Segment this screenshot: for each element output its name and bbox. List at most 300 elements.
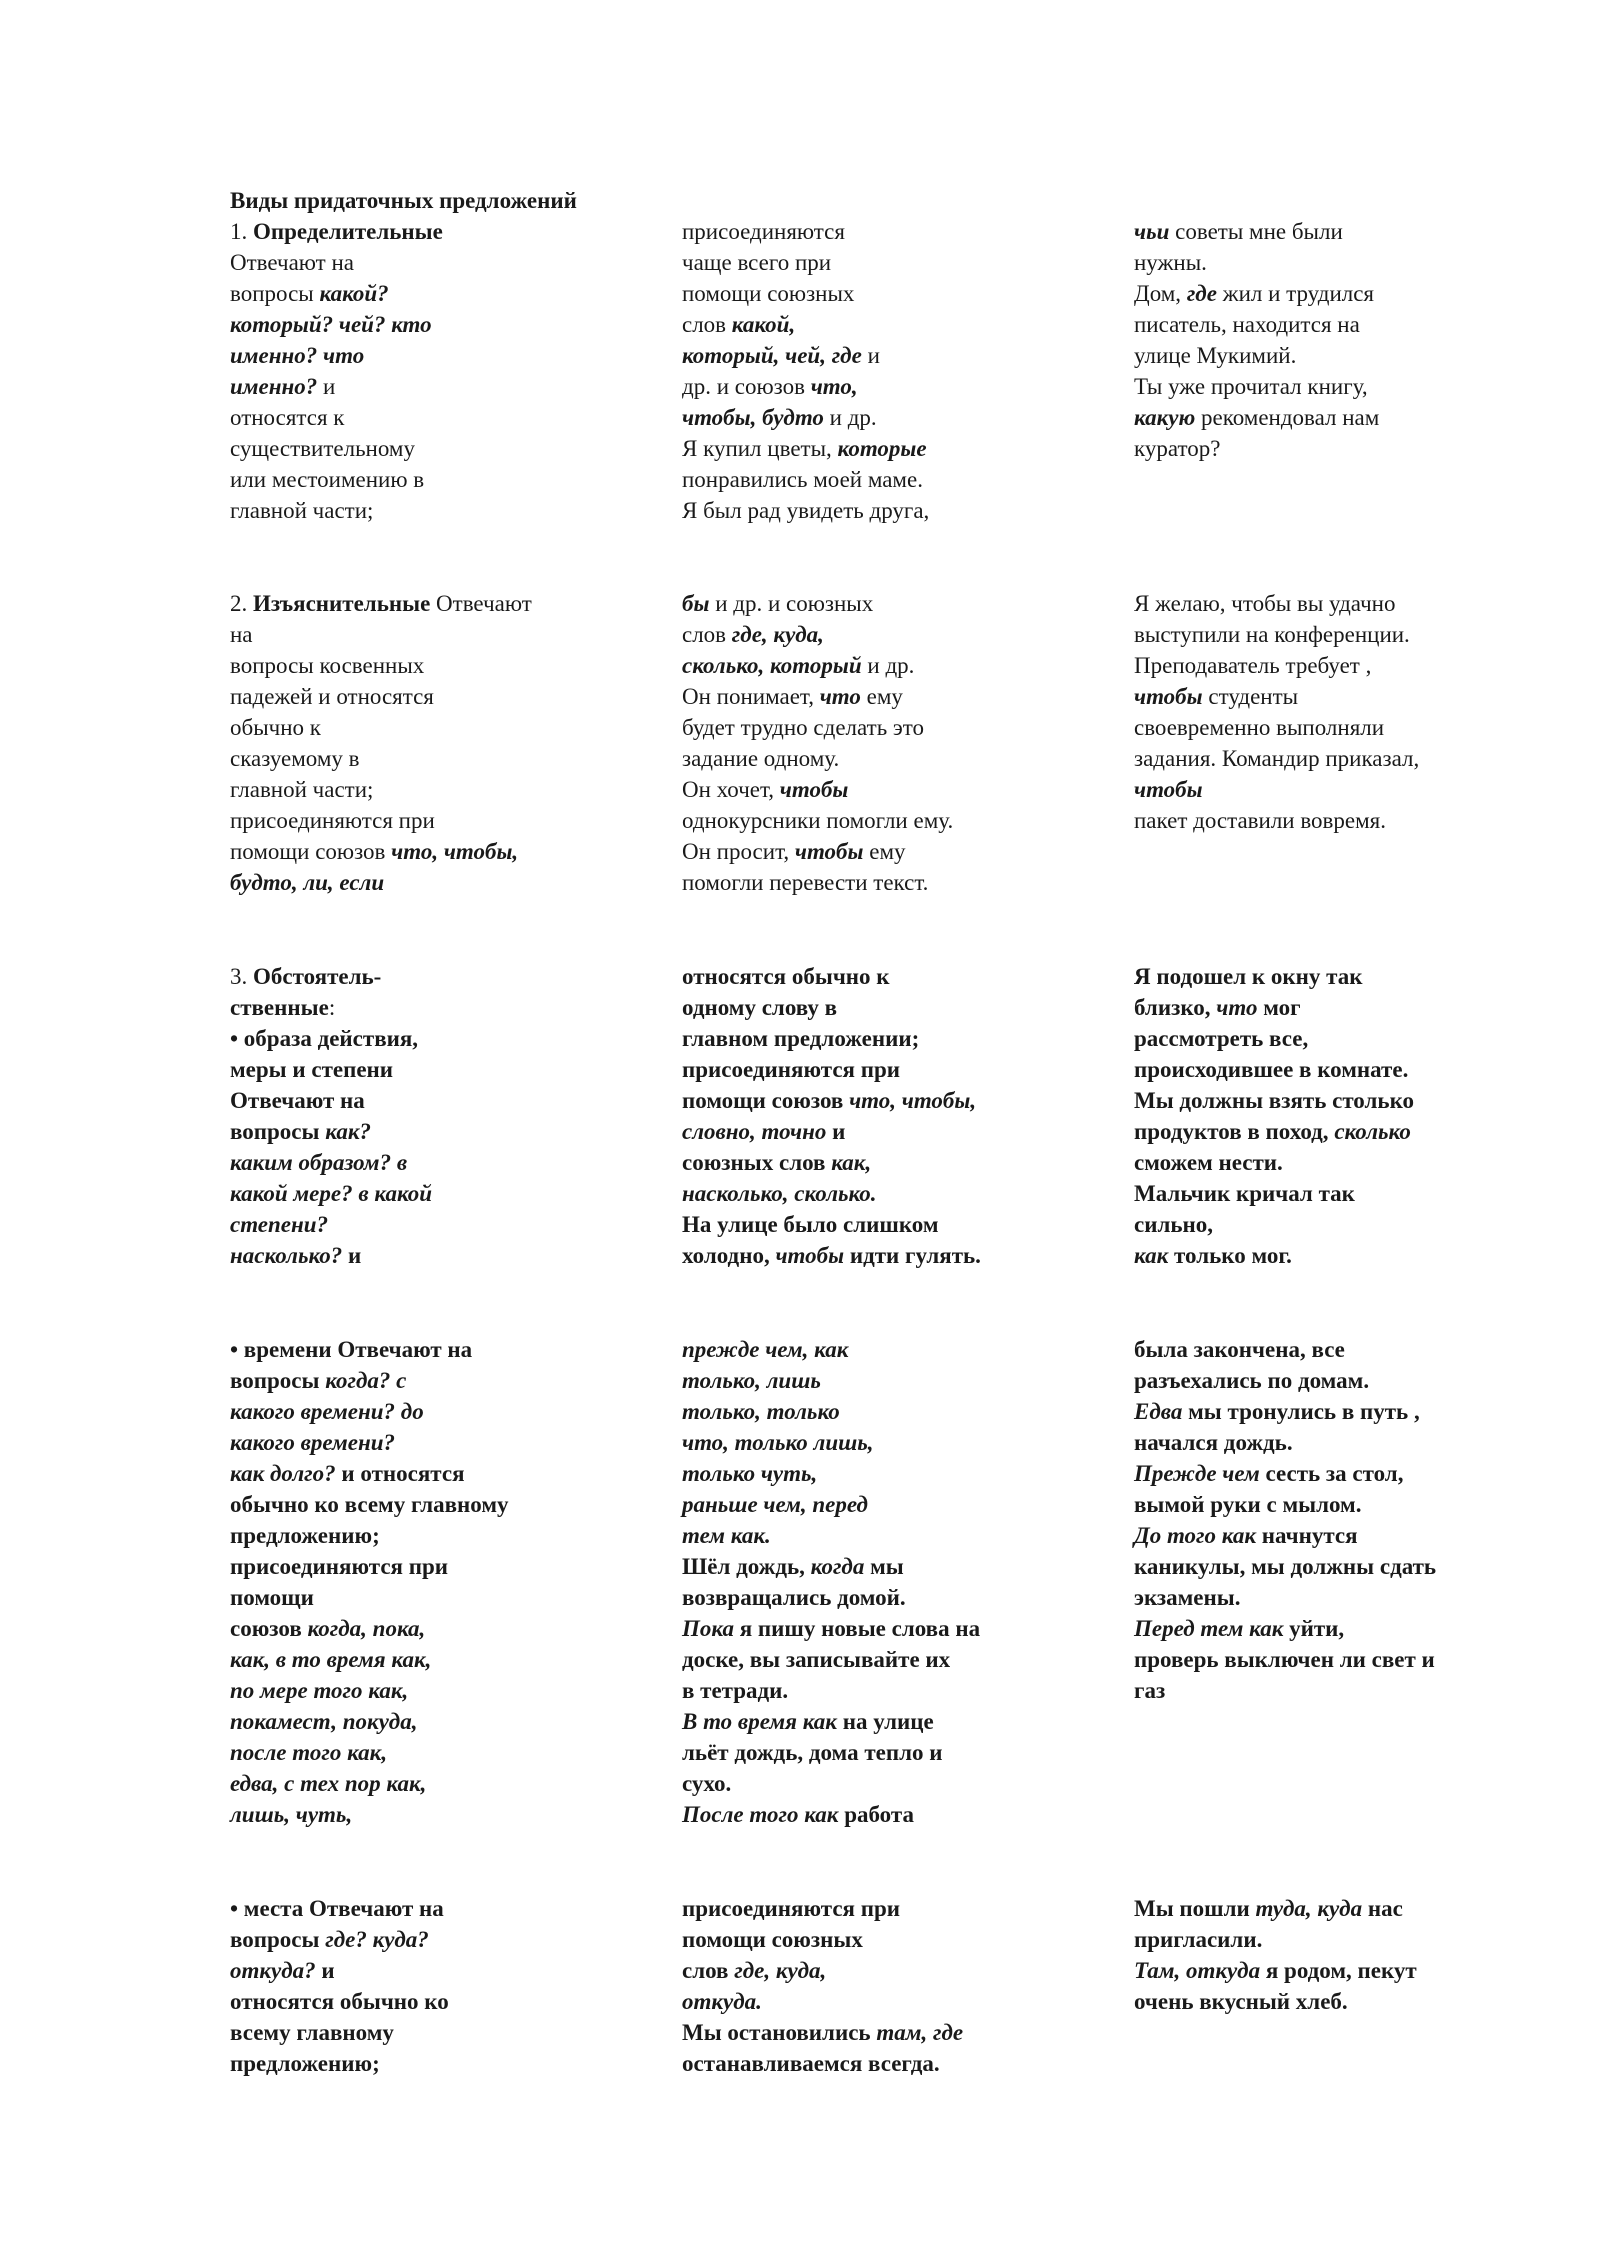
text-segment: прежде чем, как bbox=[682, 1337, 849, 1362]
text-line bbox=[1134, 961, 1414, 992]
text-line bbox=[682, 1116, 981, 1147]
text-segment: в тетради. bbox=[682, 1678, 789, 1703]
text-segment: на bbox=[230, 622, 253, 647]
text-line bbox=[1134, 433, 1379, 464]
column-2 bbox=[682, 1334, 980, 1830]
text-line bbox=[230, 216, 443, 247]
text-segment: холодно, bbox=[682, 1243, 776, 1268]
text-line bbox=[230, 1924, 449, 1955]
text-segment: своевременно выполняли bbox=[1134, 715, 1385, 740]
text-line bbox=[230, 1955, 449, 1986]
text-segment: 2. bbox=[230, 591, 253, 616]
text-line bbox=[1134, 402, 1379, 433]
text-line bbox=[1134, 1986, 1417, 2017]
text-segment: • образа действия, bbox=[230, 1026, 419, 1051]
text-line bbox=[1134, 1023, 1414, 1054]
text-segment: рекомендовал нам bbox=[1195, 405, 1380, 430]
text-line bbox=[682, 1520, 980, 1551]
text-segment: Отвечают на bbox=[230, 250, 354, 275]
text-segment: что, bbox=[810, 374, 858, 399]
text-line bbox=[230, 867, 532, 898]
text-segment: пригласили. bbox=[1134, 1927, 1263, 1952]
text-segment: Обстоятель- bbox=[253, 964, 382, 989]
text-segment: Преподаватель требует , bbox=[1134, 653, 1372, 678]
text-line bbox=[230, 1178, 432, 1209]
text-segment: помощи bbox=[230, 1585, 314, 1610]
text-segment: что bbox=[819, 684, 861, 709]
text-segment: предложению; bbox=[230, 2051, 380, 2076]
text-line bbox=[682, 1893, 963, 1924]
text-segment: где, куда, bbox=[734, 1958, 827, 1983]
text-line bbox=[682, 1768, 980, 1799]
text-line bbox=[682, 1023, 981, 1054]
text-segment: откуда? bbox=[230, 1958, 316, 1983]
text-line bbox=[230, 650, 532, 681]
text-line bbox=[1134, 1334, 1436, 1365]
text-segment: тем как. bbox=[682, 1523, 771, 1548]
text-segment: Изъяснительные bbox=[253, 591, 431, 616]
text-line bbox=[1134, 371, 1379, 402]
text-line bbox=[1134, 1893, 1417, 1924]
text-line bbox=[230, 1551, 509, 1582]
text-segment: и bbox=[315, 1958, 335, 1983]
text-segment: каникулы, мы должны сдать bbox=[1134, 1554, 1437, 1579]
text-line bbox=[682, 836, 953, 867]
text-segment: очень вкусный хлеб. bbox=[1134, 1989, 1348, 2014]
text-segment: студенты bbox=[1202, 684, 1299, 709]
text-line bbox=[1134, 774, 1419, 805]
text-line bbox=[682, 495, 929, 526]
text-line bbox=[230, 681, 532, 712]
text-segment: сколько, который bbox=[682, 653, 862, 678]
text-segment: Он понимает, bbox=[682, 684, 820, 709]
text-line bbox=[682, 1396, 980, 1427]
text-segment: раньше чем, перед bbox=[682, 1492, 868, 1517]
text-line bbox=[1134, 1085, 1414, 1116]
text-line bbox=[682, 278, 929, 309]
text-segment: только, только bbox=[682, 1399, 840, 1424]
text-segment: газ bbox=[1134, 1678, 1166, 1703]
text-segment: останавливаемся всегда. bbox=[682, 2051, 940, 2076]
text-line bbox=[230, 743, 532, 774]
text-line bbox=[682, 588, 953, 619]
column-3 bbox=[1134, 1334, 1436, 1706]
text-line bbox=[230, 588, 532, 619]
text-segment: : bbox=[328, 995, 336, 1020]
text-segment: как долго? bbox=[230, 1461, 336, 1486]
text-segment: присоединяются при bbox=[682, 1057, 901, 1082]
text-line bbox=[230, 1085, 432, 1116]
text-segment: В то время как bbox=[682, 1709, 837, 1734]
text-segment: чьи bbox=[1134, 219, 1170, 244]
text-line bbox=[230, 2017, 449, 2048]
text-segment: Едва bbox=[1134, 1399, 1183, 1424]
text-line bbox=[1134, 712, 1419, 743]
text-segment: Перед тем как bbox=[1134, 1616, 1284, 1641]
text-line bbox=[1134, 340, 1379, 371]
text-segment: 1. bbox=[230, 219, 253, 244]
text-segment: куратор? bbox=[1134, 436, 1221, 461]
text-segment: др. и союзов bbox=[682, 374, 811, 399]
text-line bbox=[682, 1955, 963, 1986]
text-segment: продуктов в поход, bbox=[1134, 1119, 1335, 1144]
text-line bbox=[1134, 805, 1419, 836]
text-line bbox=[682, 1644, 980, 1675]
text-line bbox=[230, 1737, 509, 1768]
text-segment: сколько bbox=[1334, 1119, 1411, 1144]
text-line bbox=[1134, 1116, 1414, 1147]
text-segment: советы мне были bbox=[1169, 219, 1343, 244]
text-segment: чаще всего при bbox=[682, 250, 832, 275]
text-line bbox=[1134, 1458, 1436, 1489]
text-line bbox=[682, 1427, 980, 1458]
text-segment: где, куда, bbox=[731, 622, 824, 647]
text-segment: сказуемому в bbox=[230, 746, 360, 771]
text-line bbox=[230, 2048, 449, 2079]
column-1 bbox=[230, 1334, 509, 1830]
text-segment: насколько, сколько. bbox=[682, 1181, 877, 1206]
text-line bbox=[682, 1054, 981, 1085]
text-segment: на улице bbox=[836, 1709, 934, 1734]
text-segment: разъехались по домам. bbox=[1134, 1368, 1370, 1393]
text-line bbox=[230, 992, 432, 1023]
text-segment: Мальчик кричал так bbox=[1134, 1181, 1355, 1206]
text-segment: и bbox=[317, 374, 336, 399]
text-line bbox=[230, 712, 532, 743]
text-segment: Отвечают bbox=[430, 591, 532, 616]
text-segment: начался дождь. bbox=[1134, 1430, 1293, 1455]
text-segment: Прежде чем bbox=[1134, 1461, 1260, 1486]
text-line bbox=[230, 1334, 509, 1365]
text-line bbox=[230, 1893, 449, 1924]
text-line bbox=[230, 961, 432, 992]
text-segment: вопросы bbox=[230, 1119, 326, 1144]
text-segment: Шёл дождь, bbox=[682, 1554, 811, 1579]
text-line bbox=[230, 278, 443, 309]
text-line bbox=[682, 216, 929, 247]
text-line bbox=[230, 1613, 509, 1644]
text-line bbox=[682, 1799, 980, 1830]
text-line bbox=[230, 1644, 509, 1675]
text-segment: будет трудно сделать это bbox=[682, 715, 925, 740]
text-line bbox=[230, 340, 443, 371]
text-segment: 3. bbox=[230, 964, 253, 989]
text-segment: Я подошел к окну так bbox=[1134, 964, 1363, 989]
text-segment: когда, пока, bbox=[307, 1616, 426, 1641]
text-segment: задания. Командир приказал, bbox=[1134, 746, 1420, 771]
text-segment: какого времени? bbox=[230, 1430, 396, 1455]
text-segment: обычно ко всему главному bbox=[230, 1492, 509, 1517]
text-line bbox=[1134, 1209, 1414, 1240]
text-segment: союзов bbox=[230, 1616, 308, 1641]
text-segment: нужны. bbox=[1134, 250, 1207, 275]
text-segment: вопросы bbox=[230, 1927, 326, 1952]
text-segment: присоединяются при bbox=[230, 808, 435, 833]
text-line bbox=[1134, 247, 1379, 278]
text-line bbox=[1134, 681, 1419, 712]
text-segment: пакет доставили вовремя. bbox=[1134, 808, 1387, 833]
text-segment: именно? что bbox=[230, 343, 365, 368]
text-line bbox=[230, 247, 443, 278]
text-segment: какую bbox=[1134, 405, 1196, 430]
text-segment: главном предложении; bbox=[682, 1026, 920, 1051]
text-segment: На улице было слишком bbox=[682, 1212, 939, 1237]
document-title: Виды придаточных предложений bbox=[230, 188, 577, 213]
text-segment: как bbox=[1134, 1243, 1169, 1268]
text-segment: и др. и союзных bbox=[709, 591, 874, 616]
text-line bbox=[682, 1613, 980, 1644]
text-segment: экзамены. bbox=[1134, 1585, 1241, 1610]
text-segment: чтобы bbox=[779, 777, 849, 802]
column-3 bbox=[1134, 961, 1414, 1271]
text-segment: помощи союзных bbox=[682, 1927, 863, 1952]
text-line bbox=[230, 1240, 432, 1271]
text-line bbox=[1134, 1551, 1436, 1582]
text-segment: Отвечают на bbox=[230, 1088, 365, 1113]
text-line bbox=[230, 464, 443, 495]
text-line bbox=[682, 1582, 980, 1613]
text-line bbox=[230, 1582, 509, 1613]
text-segment: слов bbox=[682, 1958, 735, 1983]
text-line bbox=[682, 992, 981, 1023]
text-segment: помощи союзных bbox=[682, 281, 855, 306]
text-segment: и bbox=[342, 1243, 362, 1268]
text-line bbox=[682, 433, 929, 464]
text-segment: ему bbox=[863, 839, 906, 864]
text-segment: насколько? bbox=[230, 1243, 343, 1268]
text-segment: помощи союзов bbox=[230, 839, 392, 864]
text-line bbox=[682, 371, 929, 402]
text-segment: что, чтобы, bbox=[391, 839, 519, 864]
text-line bbox=[230, 1675, 509, 1706]
text-segment: как? bbox=[325, 1119, 371, 1144]
text-segment: всему главному bbox=[230, 2020, 394, 2045]
text-segment: вымой руки с мылом. bbox=[1134, 1492, 1362, 1517]
text-segment: сильно, bbox=[1134, 1212, 1214, 1237]
text-segment: помогли перевести текст. bbox=[682, 870, 929, 895]
text-segment: чтобы bbox=[1134, 684, 1203, 709]
text-segment: я пишу новые слова на bbox=[733, 1616, 981, 1641]
text-line bbox=[1134, 1582, 1436, 1613]
text-segment: какого времени? до bbox=[230, 1399, 424, 1424]
text-segment: какой, bbox=[731, 312, 796, 337]
text-segment: проверь выключен ли свет и bbox=[1134, 1647, 1435, 1672]
text-segment: чтобы bbox=[794, 839, 864, 864]
text-line bbox=[1134, 1613, 1436, 1644]
text-line bbox=[682, 1334, 980, 1365]
text-segment: однокурсники помогли ему. bbox=[682, 808, 954, 833]
text-line bbox=[230, 1054, 432, 1085]
text-line bbox=[682, 2048, 963, 2079]
text-segment: степени? bbox=[230, 1212, 329, 1237]
text-segment: вопросы косвенных bbox=[230, 653, 425, 678]
text-segment: там, где bbox=[876, 2020, 964, 2045]
text-segment: которые bbox=[837, 436, 927, 461]
text-segment: чтобы bbox=[775, 1243, 845, 1268]
text-segment: только, лишь bbox=[682, 1368, 821, 1393]
text-segment: где? куда? bbox=[325, 1927, 429, 1952]
text-segment: Он просит, bbox=[682, 839, 795, 864]
text-segment: чтобы bbox=[1134, 777, 1203, 802]
text-line bbox=[682, 1986, 963, 2017]
text-segment: и относятся bbox=[335, 1461, 465, 1486]
text-segment: рассмотреть все, bbox=[1134, 1026, 1309, 1051]
text-line bbox=[682, 961, 981, 992]
text-segment: именно? bbox=[230, 374, 318, 399]
text-line bbox=[1134, 1924, 1417, 1955]
text-line bbox=[682, 309, 929, 340]
text-segment: какой? bbox=[319, 281, 389, 306]
text-segment: чтобы, будто bbox=[682, 405, 824, 430]
text-segment: какой мере? в какой bbox=[230, 1181, 433, 1206]
text-segment: едва, с тех пор как, bbox=[230, 1771, 427, 1796]
text-line bbox=[1134, 1675, 1436, 1706]
text-line bbox=[682, 619, 953, 650]
text-segment: и др. bbox=[861, 653, 915, 678]
text-line bbox=[682, 2017, 963, 2048]
text-segment: сухо. bbox=[682, 1771, 732, 1796]
text-line bbox=[682, 1085, 981, 1116]
text-segment: где bbox=[1186, 281, 1217, 306]
text-line bbox=[1134, 1054, 1414, 1085]
text-line bbox=[230, 1427, 509, 1458]
text-line bbox=[682, 340, 929, 371]
text-segment: была закончена, все bbox=[1134, 1337, 1345, 1362]
text-segment: относятся к bbox=[230, 405, 345, 430]
text-segment: начнутся bbox=[1256, 1523, 1358, 1548]
text-line bbox=[230, 1520, 509, 1551]
text-line bbox=[1134, 992, 1414, 1023]
text-segment: • времени Отвечают на bbox=[230, 1337, 473, 1362]
text-segment: главной части; bbox=[230, 777, 374, 802]
text-segment: мог bbox=[1257, 995, 1301, 1020]
text-line bbox=[682, 743, 953, 774]
text-segment: после того как, bbox=[230, 1740, 388, 1765]
text-line bbox=[1134, 1955, 1417, 1986]
column-1 bbox=[230, 588, 532, 898]
text-line bbox=[682, 712, 953, 743]
text-segment: вопросы bbox=[230, 281, 320, 306]
text-line bbox=[230, 433, 443, 464]
text-segment: задание одному. bbox=[682, 746, 840, 771]
text-line bbox=[230, 805, 532, 836]
text-segment: Ты уже прочитал книгу, bbox=[1134, 374, 1368, 399]
text-segment: уйти, bbox=[1283, 1616, 1345, 1641]
text-line bbox=[230, 619, 532, 650]
text-line bbox=[230, 495, 443, 526]
text-segment: одному слову в bbox=[682, 995, 838, 1020]
text-segment: когда bbox=[810, 1554, 865, 1579]
text-line bbox=[1134, 743, 1419, 774]
text-segment: как, bbox=[831, 1150, 872, 1175]
text-segment: словно, точно bbox=[682, 1119, 827, 1144]
text-line bbox=[1134, 619, 1419, 650]
text-line bbox=[1134, 1147, 1414, 1178]
text-segment: Я купил цветы, bbox=[682, 436, 838, 461]
text-segment: идти гулять. bbox=[844, 1243, 981, 1268]
text-segment: присоединяются при bbox=[682, 1896, 901, 1921]
text-segment: обычно к bbox=[230, 715, 321, 740]
text-segment: мы тронулись в путь , bbox=[1182, 1399, 1420, 1424]
text-line bbox=[682, 247, 929, 278]
column-2 bbox=[682, 216, 929, 526]
text-segment: слов bbox=[682, 622, 732, 647]
text-segment: союзных слов bbox=[682, 1150, 832, 1175]
text-segment: После того как bbox=[682, 1802, 839, 1827]
text-segment: туда, куда bbox=[1255, 1896, 1363, 1921]
text-line bbox=[230, 1209, 432, 1240]
text-segment: мы bbox=[864, 1554, 904, 1579]
text-line bbox=[230, 774, 532, 805]
text-segment: и bbox=[826, 1119, 846, 1144]
text-line bbox=[230, 1023, 432, 1054]
text-segment: сесть за стол, bbox=[1259, 1461, 1404, 1486]
text-line bbox=[1134, 1240, 1414, 1271]
text-line bbox=[1134, 1365, 1436, 1396]
text-line bbox=[230, 1396, 509, 1427]
text-segment: ему bbox=[860, 684, 903, 709]
text-line bbox=[682, 805, 953, 836]
text-line bbox=[1134, 1644, 1436, 1675]
text-segment: покамест, покуда, bbox=[230, 1709, 418, 1734]
text-line bbox=[230, 1986, 449, 2017]
text-line bbox=[682, 1675, 980, 1706]
text-segment: возвращались домой. bbox=[682, 1585, 906, 1610]
text-line bbox=[230, 1116, 432, 1147]
column-1 bbox=[230, 216, 443, 526]
text-segment: Мы пошли bbox=[1134, 1896, 1256, 1921]
text-segment: ственные bbox=[230, 995, 329, 1020]
text-line bbox=[682, 1147, 981, 1178]
text-segment: существительному bbox=[230, 436, 415, 461]
text-line bbox=[682, 1706, 980, 1737]
text-segment: помощи союзов bbox=[682, 1088, 850, 1113]
text-segment: только чуть, bbox=[682, 1461, 818, 1486]
text-segment: я родом, пекут bbox=[1260, 1958, 1417, 1983]
column-2 bbox=[682, 588, 953, 898]
text-line bbox=[230, 1147, 432, 1178]
text-line bbox=[230, 371, 443, 402]
text-segment: когда? с bbox=[325, 1368, 407, 1393]
text-segment: сможем нести. bbox=[1134, 1150, 1283, 1175]
text-line bbox=[682, 1209, 981, 1240]
text-segment: вопросы bbox=[230, 1368, 326, 1393]
text-line bbox=[230, 1799, 509, 1830]
text-segment: Мы должны взять столько bbox=[1134, 1088, 1415, 1113]
text-line bbox=[1134, 1396, 1436, 1427]
text-segment: писатель, находится на bbox=[1134, 312, 1360, 337]
text-line bbox=[682, 1240, 981, 1271]
text-segment: выступили на конференции. bbox=[1134, 622, 1410, 647]
text-line bbox=[230, 1706, 509, 1737]
column-2 bbox=[682, 961, 981, 1271]
text-line bbox=[682, 650, 953, 681]
text-segment: относятся обычно ко bbox=[230, 1989, 449, 2014]
text-segment: До того как bbox=[1134, 1523, 1257, 1548]
text-segment: Я был рад увидеть друга, bbox=[682, 498, 930, 523]
text-segment: присоединяются bbox=[682, 219, 845, 244]
text-segment: который, чей, где bbox=[682, 343, 862, 368]
text-line bbox=[682, 1737, 980, 1768]
text-segment: главной части; bbox=[230, 498, 374, 523]
column-3 bbox=[1134, 588, 1419, 836]
text-line bbox=[682, 1489, 980, 1520]
text-line bbox=[230, 309, 443, 340]
text-line bbox=[230, 1458, 509, 1489]
text-segment: понравились моей маме. bbox=[682, 467, 923, 492]
text-segment: как, в то время как, bbox=[230, 1647, 432, 1672]
text-line bbox=[230, 1365, 509, 1396]
